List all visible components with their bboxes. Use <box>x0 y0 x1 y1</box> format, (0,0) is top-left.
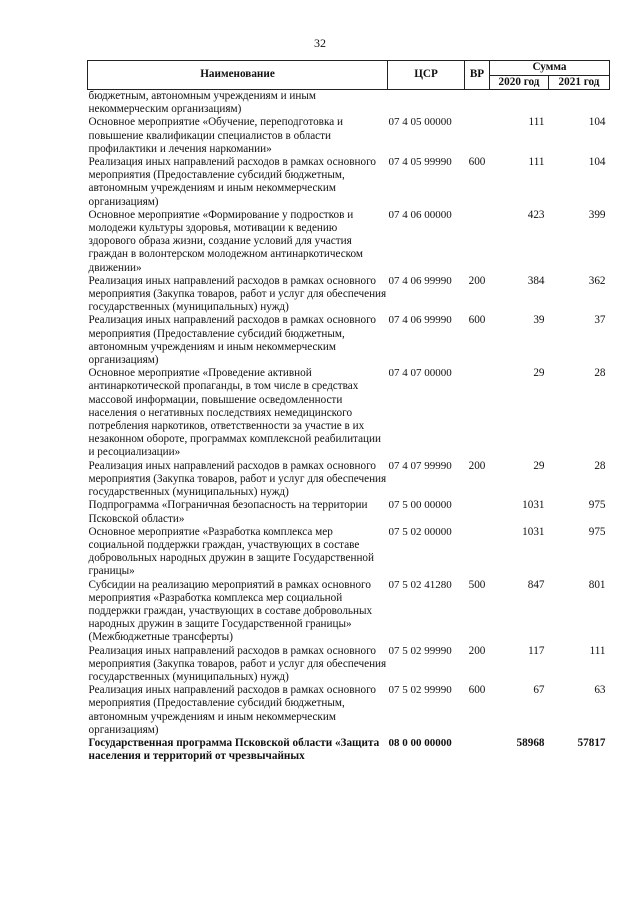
row-sum-2021: 104 <box>588 156 606 169</box>
row-csr: 07 5 02 41280 <box>388 578 452 591</box>
row-vr: 200 <box>468 274 486 287</box>
row-sum-2020 <box>490 90 549 117</box>
row-vr <box>465 526 490 579</box>
row-sum-2021: 111 <box>589 644 606 657</box>
row-csr: 07 4 05 00000 <box>388 116 452 129</box>
row-sum-2021: 104 <box>588 116 606 129</box>
row-csr: 07 5 00 00000 <box>388 499 452 512</box>
row-vr <box>465 367 490 459</box>
row-csr: 07 4 07 99990 <box>388 459 452 472</box>
row-csr <box>388 90 465 117</box>
row-name: Субсидии на реализацию мероприятий в рамках основного мероприятия «Разработка комплекса мер социальной поддержки граждан, участвующих в составе добровольных народных дружин в защите Государственной границы» (Межбюджетные трансферты) <box>88 578 373 644</box>
table-row <box>88 526 610 579</box>
row-name: Реализация иных направлений расходов в рамках основного мероприятия (Предоставление субсидий бюджетным, автономным учреждениям и иным некоммерческим организациям) <box>88 156 376 208</box>
row-name: Основное мероприятие «Обучение, переподготовка и повышение квалификации специалистов в области профилактики и лечения наркомании» <box>88 116 343 155</box>
row-sum-2020: 423 <box>527 208 545 221</box>
row-name: Реализация иных направлений расходов в рамках основного мероприятия (Закупка товаров, работ и услуг для обеспечения государственных (муниципальных) нужд) <box>88 274 387 314</box>
row-vr <box>465 90 490 117</box>
header-csr: ЦСР <box>388 61 465 90</box>
row-sum-2020: 58968 <box>516 736 545 749</box>
table-row <box>88 209 610 275</box>
row-sum-2021: 362 <box>588 274 606 287</box>
row-name: Основное мероприятие «Разработка комплекса мер социальной поддержки граждан, участвующих в составе добровольных народных дружин в защите Государственной границы» <box>88 525 375 578</box>
row-sum-2020: 29 <box>533 367 545 380</box>
table-row <box>88 116 610 156</box>
row-csr: 07 5 02 00000 <box>388 525 452 538</box>
row-vr: 600 <box>468 156 486 169</box>
row-csr: 07 5 02 99990 <box>388 644 452 657</box>
row-csr: 07 4 07 00000 <box>388 367 452 380</box>
row-csr: 07 4 06 00000 <box>388 208 452 221</box>
row-sum-2020: 39 <box>533 314 545 327</box>
row-vr: 200 <box>468 644 486 657</box>
table-row <box>88 499 610 525</box>
row-sum-2020: 111 <box>528 116 545 129</box>
row-name: Основное мероприятие «Формирование у подростков и молодежи культуры здоровья, мотивации к ведению здорового образа жизни, создание условий для участия граждан в волонтерском молодежном антинаркотическом движении» <box>88 208 363 274</box>
page-number: 32 <box>314 36 326 50</box>
row-vr <box>465 737 490 763</box>
row-sum-2020: 384 <box>527 274 545 287</box>
row-sum-2020: 847 <box>527 578 545 591</box>
row-vr: 600 <box>468 684 486 697</box>
row-sum-2020: 111 <box>528 156 545 169</box>
row-sum-2021: 57817 <box>577 736 606 749</box>
row-name: бюджетным, автономным учреждениям и иным некоммерческим организациям) <box>88 90 316 116</box>
table-row <box>88 367 610 459</box>
row-name: Государственная программа Псковской области «Защита населения и территорий от чрезвычайных <box>88 736 380 763</box>
row-csr: 07 4 06 99990 <box>388 274 452 287</box>
table-row <box>88 645 610 685</box>
table-row <box>88 275 610 315</box>
row-name: Основное мероприятие «Проведение активной антинаркотической пропаганды, в том числе в средствах массовой информации, повышение осведомленности населения о негативных последствиях немедицинского потребления наркотиков, ответственности за участие в их незаконном обороте, программах комплексной реабилитации и ресоциализации» <box>88 367 382 459</box>
row-name: Реализация иных направлений расходов в рамках основного мероприятия (Предоставление субсидий бюджетным, автономным учреждениям и иным некоммерческим организациям) <box>88 684 376 736</box>
table-row <box>88 460 610 500</box>
budget-table <box>87 60 610 763</box>
row-vr: 600 <box>468 314 486 327</box>
table-body <box>88 90 610 764</box>
row-vr <box>465 499 490 525</box>
row-sum-2021: 801 <box>588 578 606 591</box>
table-row <box>88 314 610 367</box>
row-sum-2020: 117 <box>528 644 545 657</box>
row-sum-2020: 1031 <box>522 525 545 538</box>
row-name: Подпрограмма «Пограничная безопасность на территории Псковской области» <box>88 499 368 525</box>
row-sum-2021: 399 <box>588 208 606 221</box>
row-csr: 07 5 02 99990 <box>388 684 452 697</box>
header-year-2020: 2020 год <box>490 75 549 90</box>
row-sum-2021 <box>549 90 610 117</box>
row-vr: 200 <box>468 459 486 472</box>
row-sum-2021: 28 <box>594 459 606 472</box>
row-csr: 08 0 00 00000 <box>388 736 452 749</box>
row-vr <box>465 209 490 275</box>
table-row <box>88 737 610 763</box>
row-sum-2021: 28 <box>594 367 606 380</box>
row-sum-2020: 67 <box>533 684 545 697</box>
table-row <box>88 90 610 117</box>
header-year-2021: 2021 год <box>549 75 610 90</box>
row-sum-2021: 975 <box>588 499 606 512</box>
row-sum-2020: 29 <box>533 459 545 472</box>
row-sum-2021: 63 <box>594 684 606 697</box>
table-header <box>88 61 610 90</box>
row-csr: 07 4 06 99990 <box>388 314 452 327</box>
table-row <box>88 579 610 645</box>
row-vr <box>465 116 490 156</box>
header-vr: ВР <box>465 61 490 90</box>
table-row <box>88 684 610 737</box>
row-sum-2021: 37 <box>594 314 606 327</box>
row-csr: 07 4 05 99990 <box>388 156 452 169</box>
row-sum-2021: 975 <box>588 525 606 538</box>
header-sum: Сумма <box>490 61 610 76</box>
row-name: Реализация иных направлений расходов в рамках основного мероприятия (Закупка товаров, работ и услуг для обеспечения государственных (муниципальных) нужд) <box>88 459 387 499</box>
header-name: Наименование <box>88 61 388 90</box>
table-row <box>88 156 610 209</box>
row-name: Реализация иных направлений расходов в рамках основного мероприятия (Предоставление субсидий бюджетным, автономным учреждениям и иным некоммерческим организациям) <box>88 314 376 367</box>
row-name: Реализация иных направлений расходов в рамках основного мероприятия (Закупка товаров, работ и услуг для обеспечения государственных (муниципальных) нужд) <box>88 644 387 683</box>
row-sum-2020: 1031 <box>522 499 545 512</box>
row-vr: 500 <box>468 578 486 591</box>
